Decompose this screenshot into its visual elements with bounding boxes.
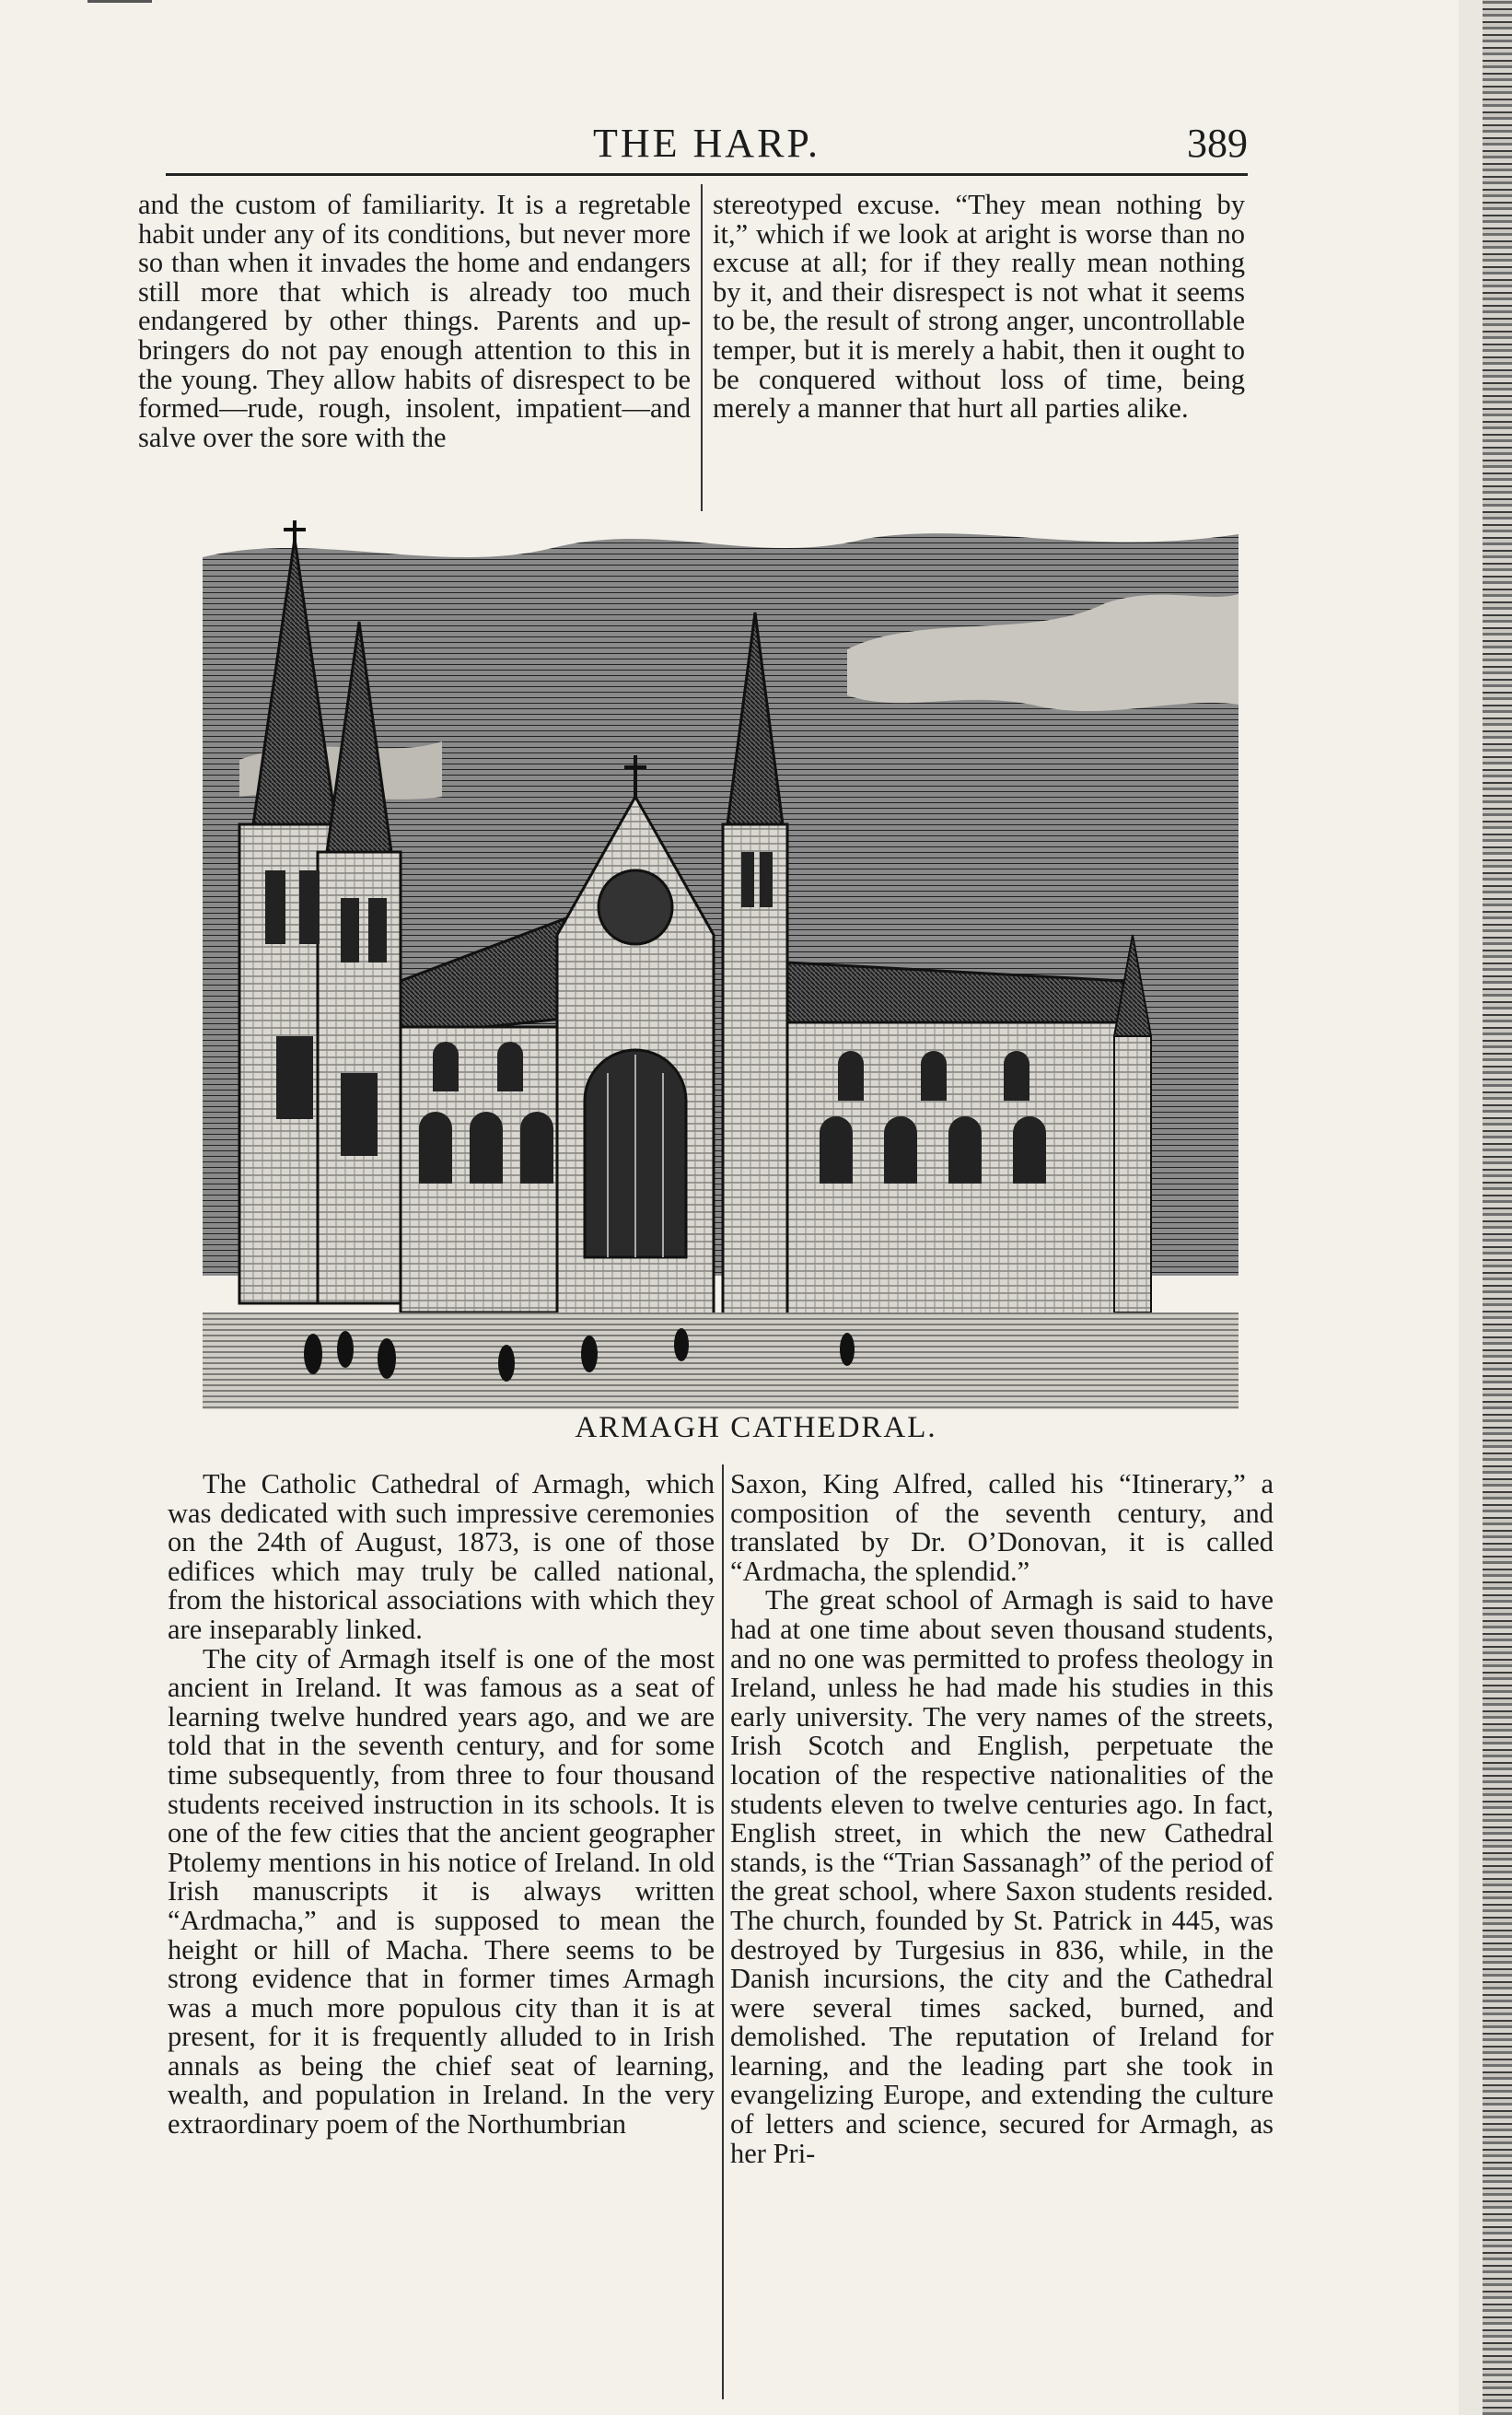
ground	[203, 1312, 1239, 1409]
left-nave	[401, 916, 571, 1312]
page-margin	[1459, 0, 1483, 2415]
scan-mark	[87, 0, 152, 3]
paragraph: Saxon, King Alfred, called his “Itinerary,” a composition of the seventh century, and translated by Dr. O’Donovan, it is called “Ardmacha, the splendid.”	[730, 1468, 1274, 1587]
paragraph: and the custom of familiarity. It is a regretable habit under any of its conditions, but never more so than when it invades the home and endangers still more that which is already too much endangered by other things. Parents and up-bringers do not pay enough attention to this in the young. They allow habits of disrespect to be formed—rude, rough, insolent, impatient—and salve over the sore with the	[138, 189, 691, 453]
top-right-column	[713, 191, 1245, 424]
column-divider	[701, 184, 703, 511]
top-left-column	[138, 191, 691, 452]
running-header	[166, 120, 1248, 175]
paragraph: The Catholic Cathedral of Armagh, which was dedicated with such impressive ceremonies on the 24th of August, 1873, is one of those edifices which may truly be called national, from the historical associations with which they are inseparably linked.	[168, 1468, 715, 1645]
binding-edge	[1483, 0, 1512, 2415]
bottom-left-column	[168, 1470, 715, 2140]
illustration-caption: ARMAGH CATHEDRAL.	[575, 1411, 937, 1444]
cathedral-illustration	[203, 520, 1239, 1409]
paragraph: stereotyped excuse. “They mean nothing by it,” which if we look at aright is worse than no excuse at all; for if they really mean nothing by it, and their disrespect is not what it seems to be, the result of strong anger, uncontrollable temper, but it is merely a habit, then it ought to be conquered without loss of time, being merely a manner that hurt all parties alike.	[713, 189, 1245, 425]
column-divider	[722, 1464, 724, 2399]
page-number: 389	[1187, 121, 1248, 166]
header-rule	[166, 173, 1248, 176]
paragraph: The city of Armagh itself is one of the most ancient in Ireland. It was famous as a seat of learning twelve hundred years ago, and we are told that in the seventh century, and for some time subsequently, from three to four thousand students received instruction in its schools. It is one of the few cities that the ancient geographer Ptolemy mentions in his notice of Ireland. In old Irish manuscripts it is always written “Ardmacha,” and is supposed to mean the height or hill of Macha. There seems to be strong evidence that in former times Armagh was a much more populous city than it is at present, for it is frequently alluded to in Irish annals as being the chief seat of learning, wealth, and population in Ireland. In the very extraordinary poem of the Northumbrian	[168, 1642, 715, 2141]
paragraph: The great school of Armagh is said to have had at one time about seven thousand students, and no one was permitted to profess theology in Ireland, unless he had made his studies in this early university. The very names of the streets, Irish Scotch and English, perpetuate the location of the respective nationalities of the students eleven to twelve centuries ago. In fact, English street, in which the new Cathedral stands, is the “Trian Sassanagh” of the period of the great school, where Saxon students resided. The church, founded by St. Patrick in 445, was destroyed by Turgesius in 836, while, in the Danish incursions, the city and the Cathedral were several times sacked, burned, and demolished. The reputation of Ireland for learning, and the leading part she took in evangelizing Europe, and extending the culture of letters and science, secured for Armagh, as her Pri-	[730, 1584, 1274, 2169]
bottom-right-column	[730, 1470, 1274, 2168]
journal-title: THE HARP.	[592, 121, 821, 166]
right-nave	[787, 935, 1151, 1317]
